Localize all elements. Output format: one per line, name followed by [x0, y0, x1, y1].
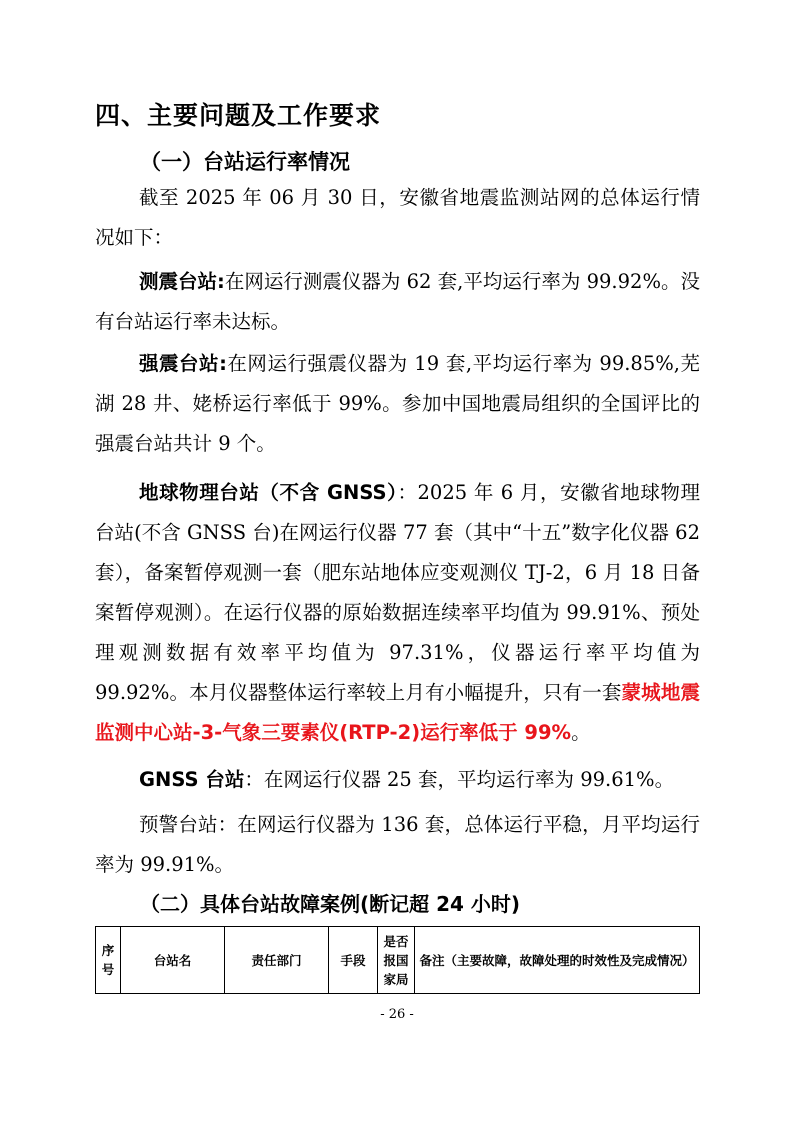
fault-case-table	[95, 926, 700, 994]
gnss-text: ：在网运行仪器 25 套，平均运行率为 99.61%。	[244, 768, 675, 791]
section-title: 四、主要问题及工作要求	[95, 101, 382, 130]
geophysics-paragraph	[95, 473, 700, 753]
geophysics-end: 。	[571, 721, 591, 744]
table-header-row	[96, 927, 700, 994]
column-header-reported: 是否报国家局	[378, 927, 415, 994]
subsection-title-2: （二）具体台站故障案例(断记超 24 小时)	[140, 892, 521, 916]
column-header-notes: 备注（主要故障，故障处理的时效性及完成情况）	[415, 927, 700, 994]
seismic-text: 在网运行测震仪器为 62 套,平均运行率为 99.92%。没有台站运行率未达标。	[95, 270, 700, 333]
warning-text: 预警台站：在网运行仪器为 136 套，总体运行平稳，月平均运行率为 99.91%。	[95, 813, 700, 876]
column-header-department: 责任部门	[225, 927, 329, 994]
geophysics-label: 地球物理台站（不含 GNSS）	[139, 481, 398, 504]
intro-paragraph	[95, 178, 700, 258]
strong-motion-label: 强震台站:	[139, 352, 227, 375]
seismic-label: 测震台站:	[139, 270, 225, 293]
subsection-title-1: （一）台站运行率情况	[140, 150, 350, 174]
intro-text: 截至 2025 年 06 月 30 日，安徽省地震监测站网的总体运行情况如下：	[95, 186, 700, 249]
gnss-paragraph	[95, 760, 700, 800]
geophysics-highlight: 蒙城地震监测中心站-3-气象三要素仪(RTP-2)运行率低于 99%	[95, 681, 700, 744]
geophysics-text: ：2025 年 6 月，安徽省地球物理台站(不含 GNSS 台)在网运行仪器 77 套（其中“十五”数字化仪器 62 套），备案暂停观测一套（肥东站地体应变观测仪 TJ-2，6 月 18 日备案暂停观测）。在运行仪器的原始数据连续率平均值为 99.91%、预处理观测数据有效率平均值为 97.31%，仪器运行率平均值为 99.92%。本月仪器整体运行率较上月有小幅提升，只有一套	[95, 481, 700, 704]
column-header-station: 台站名	[121, 927, 225, 994]
warning-paragraph	[95, 805, 700, 885]
column-header-method: 手段	[329, 927, 378, 994]
page-number: - 26 -	[380, 1007, 414, 1022]
strong-motion-paragraph	[95, 344, 700, 464]
column-header-index: 序号	[96, 927, 121, 994]
seismic-paragraph	[95, 262, 700, 342]
strong-motion-text: 在网运行强震仪器为 19 套,平均运行率为 99.85%,芜湖 28 井、姥桥运行率低于 99%。参加中国地震局组织的全国评比的强震台站共计 9 个。	[95, 352, 700, 455]
gnss-label: GNSS 台站	[139, 768, 245, 791]
